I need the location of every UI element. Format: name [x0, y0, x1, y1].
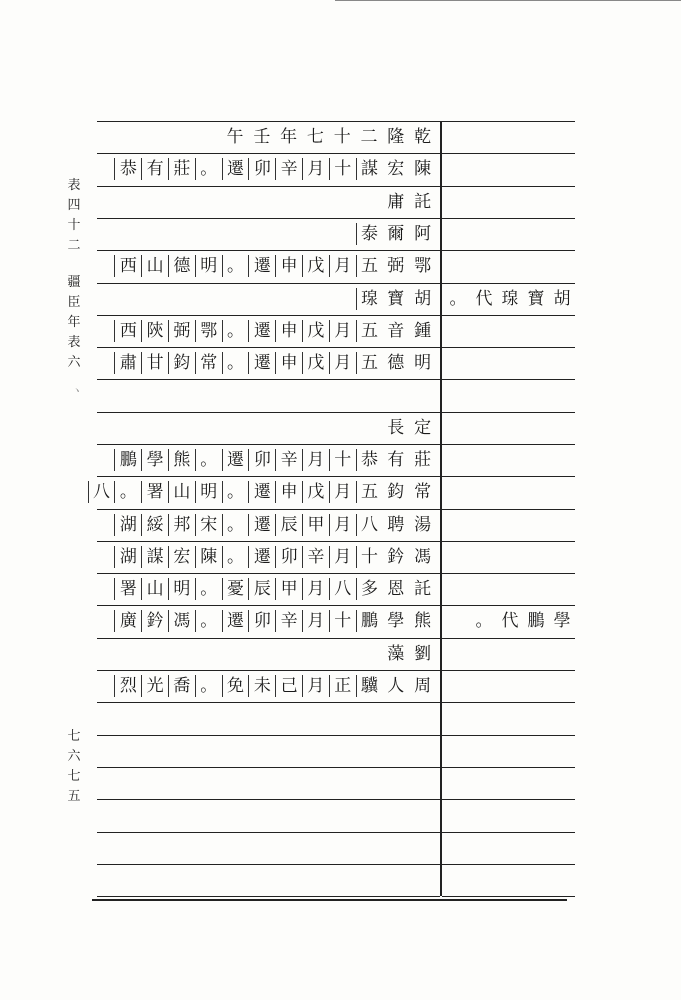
row-text-char: 邦 — [168, 514, 195, 536]
row-text-char: 辰 — [248, 578, 275, 600]
row-text-char: 驥 — [356, 675, 383, 697]
row-text-char: 申 — [275, 255, 302, 277]
row-text-char: 七 — [306, 127, 324, 147]
table-row-right — [442, 865, 575, 895]
table-row — [97, 413, 440, 443]
row-text-char: 馮 — [414, 547, 432, 567]
row-text-char: 月 — [329, 481, 356, 503]
table-row — [97, 445, 440, 475]
row-text-char: 定 — [414, 418, 432, 438]
row-text-char: 宏 — [387, 159, 405, 179]
row-right-char: 寶 — [527, 289, 545, 309]
table-row-right — [442, 639, 575, 669]
row-text-char: 肅 — [114, 352, 141, 374]
row-text-char: 烈 — [114, 675, 141, 697]
row-text-char: 遷 — [248, 546, 275, 568]
row-text-char: 。 — [195, 449, 222, 471]
row-text-char: 月 — [302, 578, 329, 600]
row-text-char: 年 — [280, 127, 298, 147]
row-text-char: 遷 — [248, 255, 275, 277]
row-text-char: 甲 — [275, 578, 302, 600]
table-row-right — [442, 833, 575, 863]
row-text-char: 戊 — [302, 255, 329, 277]
table-row — [97, 606, 440, 636]
row-text-char: 託 — [414, 192, 432, 212]
row-text-char: 爾 — [387, 224, 405, 244]
row-text-char: 十 — [329, 158, 356, 180]
row-text-char: 馮 — [168, 610, 195, 632]
row-text-char: 午 — [226, 127, 244, 147]
row-rule-right — [442, 896, 575, 897]
row-text-char: 。 — [222, 481, 249, 503]
row-text-char: 八 — [329, 578, 356, 600]
row-text-char: 庸 — [387, 192, 405, 212]
row-text-char: 鄂 — [195, 320, 222, 342]
table-row-right — [442, 736, 575, 766]
row-text-char: 五 — [356, 352, 383, 374]
table-row-right — [442, 219, 575, 249]
table-row-right — [442, 348, 575, 378]
table-row-right — [442, 574, 575, 604]
row-text-char: 熊 — [414, 611, 432, 631]
row-right-char: 代 — [501, 611, 519, 631]
table-row — [97, 833, 440, 863]
side-label-lower — [62, 273, 86, 373]
row-text-char: 泰 — [356, 223, 383, 245]
table-row-right — [442, 316, 575, 346]
table-row — [97, 639, 440, 669]
row-text-char: 五 — [356, 481, 383, 503]
row-text-char: 宏 — [168, 546, 195, 568]
table-row-right — [442, 477, 575, 507]
row-text-char: 湖 — [114, 546, 141, 568]
table-row — [93, 477, 440, 507]
row-text-char: 署 — [114, 578, 141, 600]
row-text-char: 。 — [114, 481, 141, 503]
row-text-char: 戊 — [302, 320, 329, 342]
table-row-right — [442, 800, 575, 830]
row-text-char: 莊 — [414, 450, 432, 470]
row-text-char: 德 — [168, 255, 195, 277]
row-text-char: 辛 — [275, 158, 302, 180]
table-row — [97, 122, 440, 152]
row-text-char: 聘 — [387, 515, 405, 535]
table-row-right — [442, 703, 575, 733]
row-text-char: 鵬 — [114, 449, 141, 471]
table-row — [97, 154, 440, 184]
row-text-char: 十 — [333, 127, 351, 147]
table-row-right — [442, 510, 575, 540]
table-row — [97, 768, 440, 798]
row-text-char: 申 — [275, 320, 302, 342]
row-text-char: 山 — [141, 255, 168, 277]
row-text-char: 戊 — [302, 352, 329, 374]
row-text-char: 明 — [414, 353, 432, 373]
table-row-right — [442, 445, 575, 475]
row-text-char: 恭 — [356, 449, 383, 471]
row-text-char: 莊 — [168, 158, 195, 180]
row-text-char: 。 — [195, 578, 222, 600]
row-right-char: 。 — [475, 611, 493, 631]
table-row-right — [442, 413, 575, 443]
row-text-char: 辰 — [275, 514, 302, 536]
row-right-char: 胡 — [553, 289, 571, 309]
row-text-char: 明 — [195, 481, 222, 503]
row-text-char: 。 — [222, 255, 249, 277]
row-text-char: 免 — [222, 675, 249, 697]
row-text-char: 弼 — [387, 256, 405, 276]
row-text-char: 德 — [387, 353, 405, 373]
row-text-char: 月 — [329, 255, 356, 277]
row-text-char: 二 — [360, 127, 378, 147]
row-text-char: 月 — [329, 320, 356, 342]
row-text-char: 憂 — [222, 578, 249, 600]
row-text-char: 多 — [356, 578, 383, 600]
stray-mark: ヽ — [72, 386, 82, 397]
row-text-char: 八 — [88, 481, 115, 503]
row-text-char: 有 — [141, 158, 168, 180]
row-text-char: 己 — [275, 675, 302, 697]
side-label-upper — [62, 176, 86, 256]
row-text-char: 廣 — [114, 610, 141, 632]
table-row — [97, 736, 440, 766]
row-right-char: 。 — [449, 289, 467, 309]
row-text-char: 正 — [329, 675, 356, 697]
row-right-char: 學 — [553, 611, 571, 631]
table-row-right — [442, 380, 575, 410]
row-text-char: 學 — [141, 449, 168, 471]
row-text-char: 瑔 — [356, 288, 383, 310]
table-row — [97, 542, 440, 572]
row-text-char: 劉 — [414, 644, 432, 664]
row-text-char: 辛 — [275, 610, 302, 632]
row-text-char: 未 — [248, 675, 275, 697]
row-text-char: 宋 — [195, 514, 222, 536]
table-row — [97, 510, 440, 540]
row-text-char: 遷 — [222, 449, 249, 471]
row-text-char: 光 — [141, 675, 168, 697]
table-row-right — [442, 671, 575, 701]
row-text-char: 常 — [195, 352, 222, 374]
row-text-char: 藻 — [387, 644, 405, 664]
row-text-char: 長 — [387, 418, 405, 438]
row-text-char: 卯 — [248, 158, 275, 180]
row-text-char: 陳 — [195, 546, 222, 568]
row-text-char: 月 — [302, 449, 329, 471]
table-row — [97, 348, 440, 378]
row-text-char: 月 — [329, 514, 356, 536]
row-text-char: 西 — [114, 320, 141, 342]
table-row-right — [442, 284, 575, 314]
row-text-char: 胡 — [414, 289, 432, 309]
table-row — [97, 380, 440, 410]
page-number-char: 七 — [67, 769, 81, 784]
row-text-char: 遷 — [248, 352, 275, 374]
table-row-right — [442, 251, 575, 281]
row-text-char: 五 — [356, 320, 383, 342]
row-text-char: 學 — [387, 611, 405, 631]
row-text-char: 。 — [222, 352, 249, 374]
row-text-char: 熊 — [168, 449, 195, 471]
row-text-char: 辛 — [302, 546, 329, 568]
row-text-char: 鍾 — [414, 321, 432, 341]
row-text-char: 五 — [356, 255, 383, 277]
row-text-char: 隆 — [387, 127, 405, 147]
row-text-char: 山 — [168, 481, 195, 503]
row-text-char: 署 — [141, 481, 168, 503]
row-text-char: 月 — [302, 158, 329, 180]
row-text-char: 恩 — [387, 579, 405, 599]
row-text-char: 乾 — [414, 127, 432, 147]
row-text-char: 。 — [222, 514, 249, 536]
row-text-char: 湖 — [114, 514, 141, 536]
row-text-char: 遷 — [248, 514, 275, 536]
table-row — [97, 284, 440, 314]
row-text-char: 陝 — [141, 320, 168, 342]
row-text-char: 西 — [114, 255, 141, 277]
row-text-char: 人 — [387, 676, 405, 696]
row-text-char: 。 — [195, 610, 222, 632]
row-text-char: 。 — [222, 320, 249, 342]
table-row — [97, 316, 440, 346]
table-row — [97, 219, 440, 249]
row-text-char: 卯 — [275, 546, 302, 568]
row-text-char: 卯 — [248, 610, 275, 632]
row-text-char: 有 — [387, 450, 405, 470]
row-text-char: 甘 — [141, 352, 168, 374]
row-text-char: 月 — [302, 610, 329, 632]
side-label-lower-char: 臣 — [67, 295, 81, 310]
row-text-char: 遷 — [222, 158, 249, 180]
row-text-char: 寶 — [387, 289, 405, 309]
bottom-rule — [92, 899, 567, 901]
top-edge-rule — [335, 0, 681, 1]
row-right-char: 瑔 — [501, 289, 519, 309]
page-number-char: 五 — [67, 789, 81, 804]
side-label-lower-char: 疆 — [67, 275, 81, 290]
row-text-char: 十 — [356, 546, 383, 568]
page-number-char: 六 — [67, 749, 81, 764]
row-text-char: 託 — [414, 579, 432, 599]
row-text-char: 。 — [195, 675, 222, 697]
row-text-char: 遷 — [222, 610, 249, 632]
row-text-char: 恭 — [114, 158, 141, 180]
row-text-char: 音 — [387, 321, 405, 341]
row-text-char: 弼 — [168, 320, 195, 342]
row-text-char: 遷 — [248, 481, 275, 503]
row-text-char: 卯 — [248, 449, 275, 471]
row-text-char: 明 — [168, 578, 195, 600]
table-row-right — [442, 768, 575, 798]
table-row-right — [442, 122, 575, 152]
row-text-char: 八 — [356, 514, 383, 536]
side-label-lower-char: 表 — [67, 335, 81, 350]
row-text-char: 月 — [329, 352, 356, 374]
row-rule — [97, 896, 440, 897]
row-text-char: 常 — [414, 482, 432, 502]
row-text-char: 鄂 — [414, 256, 432, 276]
row-text-char: 鈞 — [168, 352, 195, 374]
row-text-char: 山 — [141, 578, 168, 600]
row-text-char: 鵬 — [356, 610, 383, 632]
row-text-char: 陳 — [414, 159, 432, 179]
row-text-char: 。 — [222, 546, 249, 568]
row-text-char: 謀 — [141, 546, 168, 568]
table-row-right — [442, 606, 575, 636]
row-text-char: 月 — [329, 546, 356, 568]
row-text-char: 綏 — [141, 514, 168, 536]
row-right-char: 鵬 — [527, 611, 545, 631]
row-text-char: 明 — [195, 255, 222, 277]
table-row-right — [442, 154, 575, 184]
table-row — [97, 251, 440, 281]
tabular-record — [93, 121, 575, 896]
row-text-char: 遷 — [248, 320, 275, 342]
row-text-char: 。 — [195, 158, 222, 180]
table-row — [97, 703, 440, 733]
table-row-right — [442, 542, 575, 572]
row-text-char: 月 — [302, 675, 329, 697]
row-text-char: 鈞 — [387, 482, 405, 502]
table-row — [97, 671, 440, 701]
row-right-char: 代 — [475, 289, 493, 309]
side-label-upper-char: 四 — [67, 198, 81, 213]
side-label-lower-char: 六 — [67, 355, 81, 370]
row-text-char: 甲 — [302, 514, 329, 536]
row-text-char: 申 — [275, 481, 302, 503]
row-text-char: 湯 — [414, 515, 432, 535]
side-label-lower-char: 年 — [67, 315, 81, 330]
row-text-char: 喬 — [168, 675, 195, 697]
table-row — [97, 865, 440, 895]
table-row — [97, 574, 440, 604]
side-label-upper-char: 表 — [67, 178, 81, 193]
row-text-char: 周 — [414, 676, 432, 696]
page-number-char: 七 — [67, 729, 81, 744]
side-label-upper-char: 二 — [67, 238, 81, 253]
table-row — [97, 187, 440, 217]
row-text-char: 十 — [329, 449, 356, 471]
row-text-char: 鈐 — [387, 547, 405, 567]
row-text-char: 戊 — [302, 481, 329, 503]
row-text-char: 謀 — [356, 158, 383, 180]
row-text-char: 阿 — [414, 224, 432, 244]
row-text-char: 辛 — [275, 449, 302, 471]
row-text-char: 壬 — [253, 127, 271, 147]
page-number — [62, 727, 86, 807]
side-label-upper-char: 十 — [67, 218, 81, 233]
row-text-char: 十 — [329, 610, 356, 632]
table-row — [97, 800, 440, 830]
row-text-char: 鈐 — [141, 610, 168, 632]
table-row-right — [442, 187, 575, 217]
row-text-char: 申 — [275, 352, 302, 374]
